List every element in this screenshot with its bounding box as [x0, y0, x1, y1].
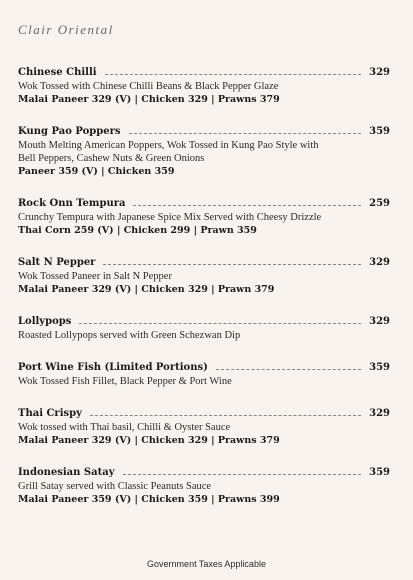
menu-item-lollypops: [18, 313, 390, 342]
item-name: Lollypops: [18, 315, 72, 327]
item-price: 259: [369, 197, 390, 209]
item-variants: Paneer 359 (V) | Chicken 359: [18, 166, 175, 177]
item-description: Bell Peppers, Cashew Nuts & Green Onions: [18, 153, 205, 164]
item-price: 359: [369, 361, 390, 373]
item-name-row: [18, 123, 390, 139]
dotted-leader: [133, 205, 361, 206]
item-description: Wok Tossed with Chinese Chilli Beans & Black Pepper Glaze: [18, 81, 279, 92]
item-name-row: [18, 405, 390, 421]
brand-logo: Clair Oriental: [18, 22, 114, 37]
menu-item-port-wine-fish: [18, 359, 390, 388]
item-description: Wok tossed with Thai basil, Chilli & Oyster Sauce: [18, 422, 231, 433]
menu-item-rock-onn-tempura: [18, 195, 390, 238]
item-variants: Malai Paneer 329 (V) | Chicken 329 | Prawns 379: [18, 94, 280, 105]
item-variants: Malai Paneer 329 (V) | Chicken 329 | Prawns 379: [18, 435, 280, 446]
menu-item-kung-pao-poppers: [18, 123, 390, 179]
item-price: 329: [369, 407, 390, 419]
item-name-row: [18, 254, 390, 270]
item-price: 359: [369, 125, 390, 137]
item-name: Chinese Chilli: [18, 66, 97, 78]
dotted-leader: [90, 415, 361, 416]
item-price: 329: [369, 66, 390, 78]
dotted-leader: [103, 264, 361, 265]
item-description: Wok Tossed Fish Fillet, Black Pepper & Port Wine: [18, 376, 232, 387]
item-variants: Thai Corn 259 (V) | Chicken 299 | Prawn 359: [18, 225, 257, 236]
item-name: Indonesian Satay: [18, 466, 115, 478]
item-variants: Malai Paneer 359 (V) | Chicken 359 | Prawns 399: [18, 494, 280, 505]
item-description: Crunchy Tempura with Japanese Spice Mix Served with Cheesy Drizzle: [18, 212, 322, 223]
item-variants: Malai Paneer 329 (V) | Chicken 329 | Prawn 379: [18, 284, 275, 295]
item-description: Roasted Lollypops served with Green Schezwan Dip: [18, 330, 241, 341]
menu-item-salt-n-pepper: [18, 254, 390, 297]
item-name-row: [18, 313, 390, 329]
item-name-row: [18, 195, 390, 211]
item-price: 329: [369, 315, 390, 327]
menu-item-chinese-chilli: [18, 64, 390, 107]
item-name: Thai Crispy: [18, 407, 82, 419]
item-name-row: [18, 64, 390, 80]
item-description: Grill Satay served with Classic Peanuts Sauce: [18, 481, 212, 492]
item-description: Wok Tossed Paneer in Salt N Pepper: [18, 271, 172, 282]
menu-list: [18, 64, 390, 523]
menu-item-indonesian-satay: [18, 464, 390, 507]
item-name-row: [18, 359, 390, 375]
dotted-leader: [129, 133, 362, 134]
dotted-leader: [123, 474, 362, 475]
item-price: 359: [369, 466, 390, 478]
item-name: Port Wine Fish (Limited Portions): [18, 361, 208, 373]
tax-note: Government Taxes Applicable: [147, 559, 266, 569]
menu-item-thai-crispy: [18, 405, 390, 448]
item-name: Kung Pao Poppers: [18, 125, 121, 137]
dotted-leader: [216, 369, 361, 370]
item-name: Salt N Pepper: [18, 256, 96, 268]
item-name-row: [18, 464, 390, 480]
item-description: Mouth Melting American Poppers, Wok Tossed in Kung Pao Style with: [18, 140, 319, 151]
item-name: Rock Onn Tempura: [18, 197, 126, 209]
item-price: 329: [369, 256, 390, 268]
dotted-leader: [105, 74, 362, 75]
dotted-leader: [79, 323, 361, 324]
